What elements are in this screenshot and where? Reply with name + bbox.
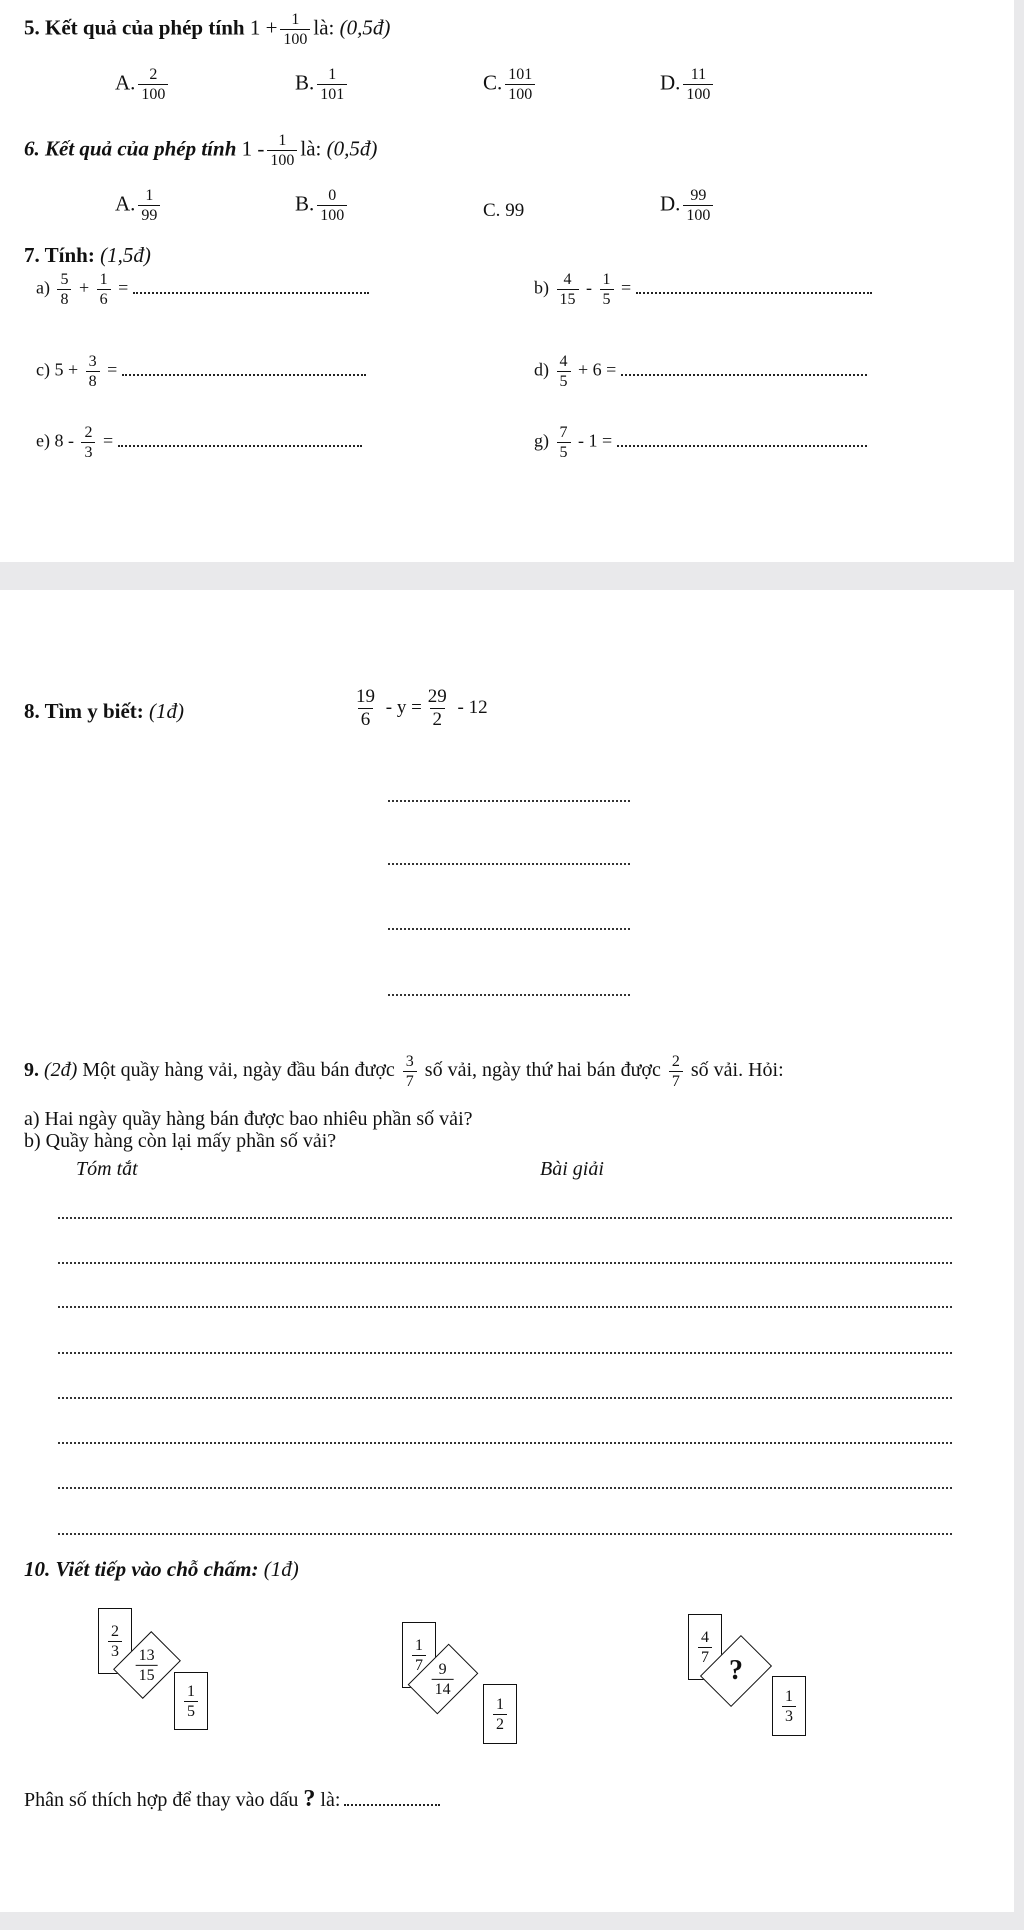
q7-item-d: d) $\frac{4}{5}$ + 6 = — [534, 352, 867, 391]
answer-line[interactable] — [617, 443, 867, 447]
q9-prompt: 9. (2đ) Một quầy hàng vải, ngày đầu bán được $\frac{3}{7}$ số vải, ngày thứ hai bán được $\frac{2}{7}$ số vải. Hỏi: — [24, 1053, 784, 1090]
fraction-card: $\frac{1}{5}$ — [174, 1672, 208, 1730]
fraction-card: $\frac{1}{7}$ — [402, 1622, 436, 1688]
q5-option-c[interactable]: C. $\frac{101}{100}$ — [483, 65, 538, 104]
q6-title: 6. Kết quả của phép tính 1 - $\frac{1}{100}$ là: (0,5đ) — [24, 132, 378, 169]
page-2 — [0, 590, 1014, 1912]
fraction-card-diamond: $\frac{13}{15}$ — [113, 1631, 181, 1699]
q5-option-b[interactable]: B. $\frac{1}{101}$ — [295, 65, 350, 104]
answer-line[interactable] — [118, 443, 362, 447]
q9-answer-line[interactable] — [58, 1487, 952, 1489]
q9-answer-line[interactable] — [58, 1217, 952, 1219]
q8-answer-line[interactable] — [388, 800, 630, 802]
q7-title: 7. Tính: (1,5đ) — [24, 243, 151, 267]
page-1 — [0, 0, 1014, 562]
q7-item-e: e) 8 - $\frac{2}{3}$ = — [36, 423, 362, 462]
q5-option-a[interactable]: A. $\frac{2}{100}$ — [115, 65, 171, 104]
q5-title: 5. Kết quả của phép tính 1 + $\frac{1}{100}$ là: (0,5đ) — [24, 11, 391, 48]
answer-line[interactable] — [621, 372, 867, 376]
fraction-card: $\frac{2}{3}$ — [98, 1608, 132, 1674]
q9-part-b: b) Quầy hàng còn lại mấy phần số vải? — [24, 1130, 337, 1152]
q9-answer-line[interactable] — [58, 1533, 952, 1535]
q9-answer-line[interactable] — [58, 1262, 952, 1264]
q10-footer: Phân số thích hợp để thay vào dấu ? là: — [24, 1786, 440, 1813]
q8-answer-line[interactable] — [388, 863, 630, 865]
q9-answer-line[interactable] — [58, 1442, 952, 1444]
q9-answer-line[interactable] — [58, 1306, 952, 1308]
answer-line[interactable] — [344, 1802, 440, 1806]
q6-option-a[interactable]: A. $\frac{1}{99}$ — [115, 186, 163, 225]
q7-item-b: b) $\frac{4}{15}$ - $\frac{1}{5}$ = — [534, 270, 872, 309]
q9-answer-line[interactable] — [58, 1352, 952, 1354]
q6-option-d[interactable]: D. $\frac{99}{100}$ — [660, 186, 716, 225]
q9-solution-label: Bài giải — [540, 1158, 604, 1180]
q7-item-a: a) $\frac{5}{8}$ + $\frac{1}{6}$ = — [36, 270, 369, 309]
fraction-card: $\frac{4}{7}$ — [688, 1614, 722, 1680]
q7-item-g: g) $\frac{7}{5}$ - 1 = — [534, 423, 867, 462]
question-mark: ? — [729, 1655, 743, 1686]
q8-title: 8. Tìm y biết: (1đ) — [24, 699, 185, 723]
q9-summary-label: Tóm tắt — [76, 1158, 138, 1180]
q5-option-d[interactable]: D. $\frac{11}{100}$ — [660, 65, 716, 104]
q6-option-b[interactable]: B. $\frac{0}{100}$ — [295, 186, 350, 225]
q10-title: 10. Viết tiếp vào chỗ chấm: (1đ) — [24, 1557, 299, 1581]
q8-equation: $\frac{19}{6}$ - y = $\frac{29}{2}$ - 12 — [356, 686, 488, 730]
fraction-card-diamond: $\frac{9}{14}$ — [408, 1644, 479, 1715]
answer-line[interactable] — [636, 290, 872, 294]
fraction-card: $\frac{1}{3}$ — [772, 1676, 806, 1736]
fraction-card: $\frac{1}{2}$ — [483, 1684, 517, 1744]
q9-part-a: a) Hai ngày quầy hàng bán được bao nhiêu phần số vải? — [24, 1108, 473, 1130]
q8-answer-line[interactable] — [388, 994, 630, 996]
answer-line[interactable] — [122, 372, 366, 376]
q7-item-c: c) 5 + $\frac{3}{8}$ = — [36, 352, 366, 391]
q9-answer-line[interactable] — [58, 1397, 952, 1399]
q6-option-c[interactable]: C. 99 — [483, 200, 525, 221]
q8-answer-line[interactable] — [388, 928, 630, 930]
answer-line[interactable] — [133, 290, 369, 294]
